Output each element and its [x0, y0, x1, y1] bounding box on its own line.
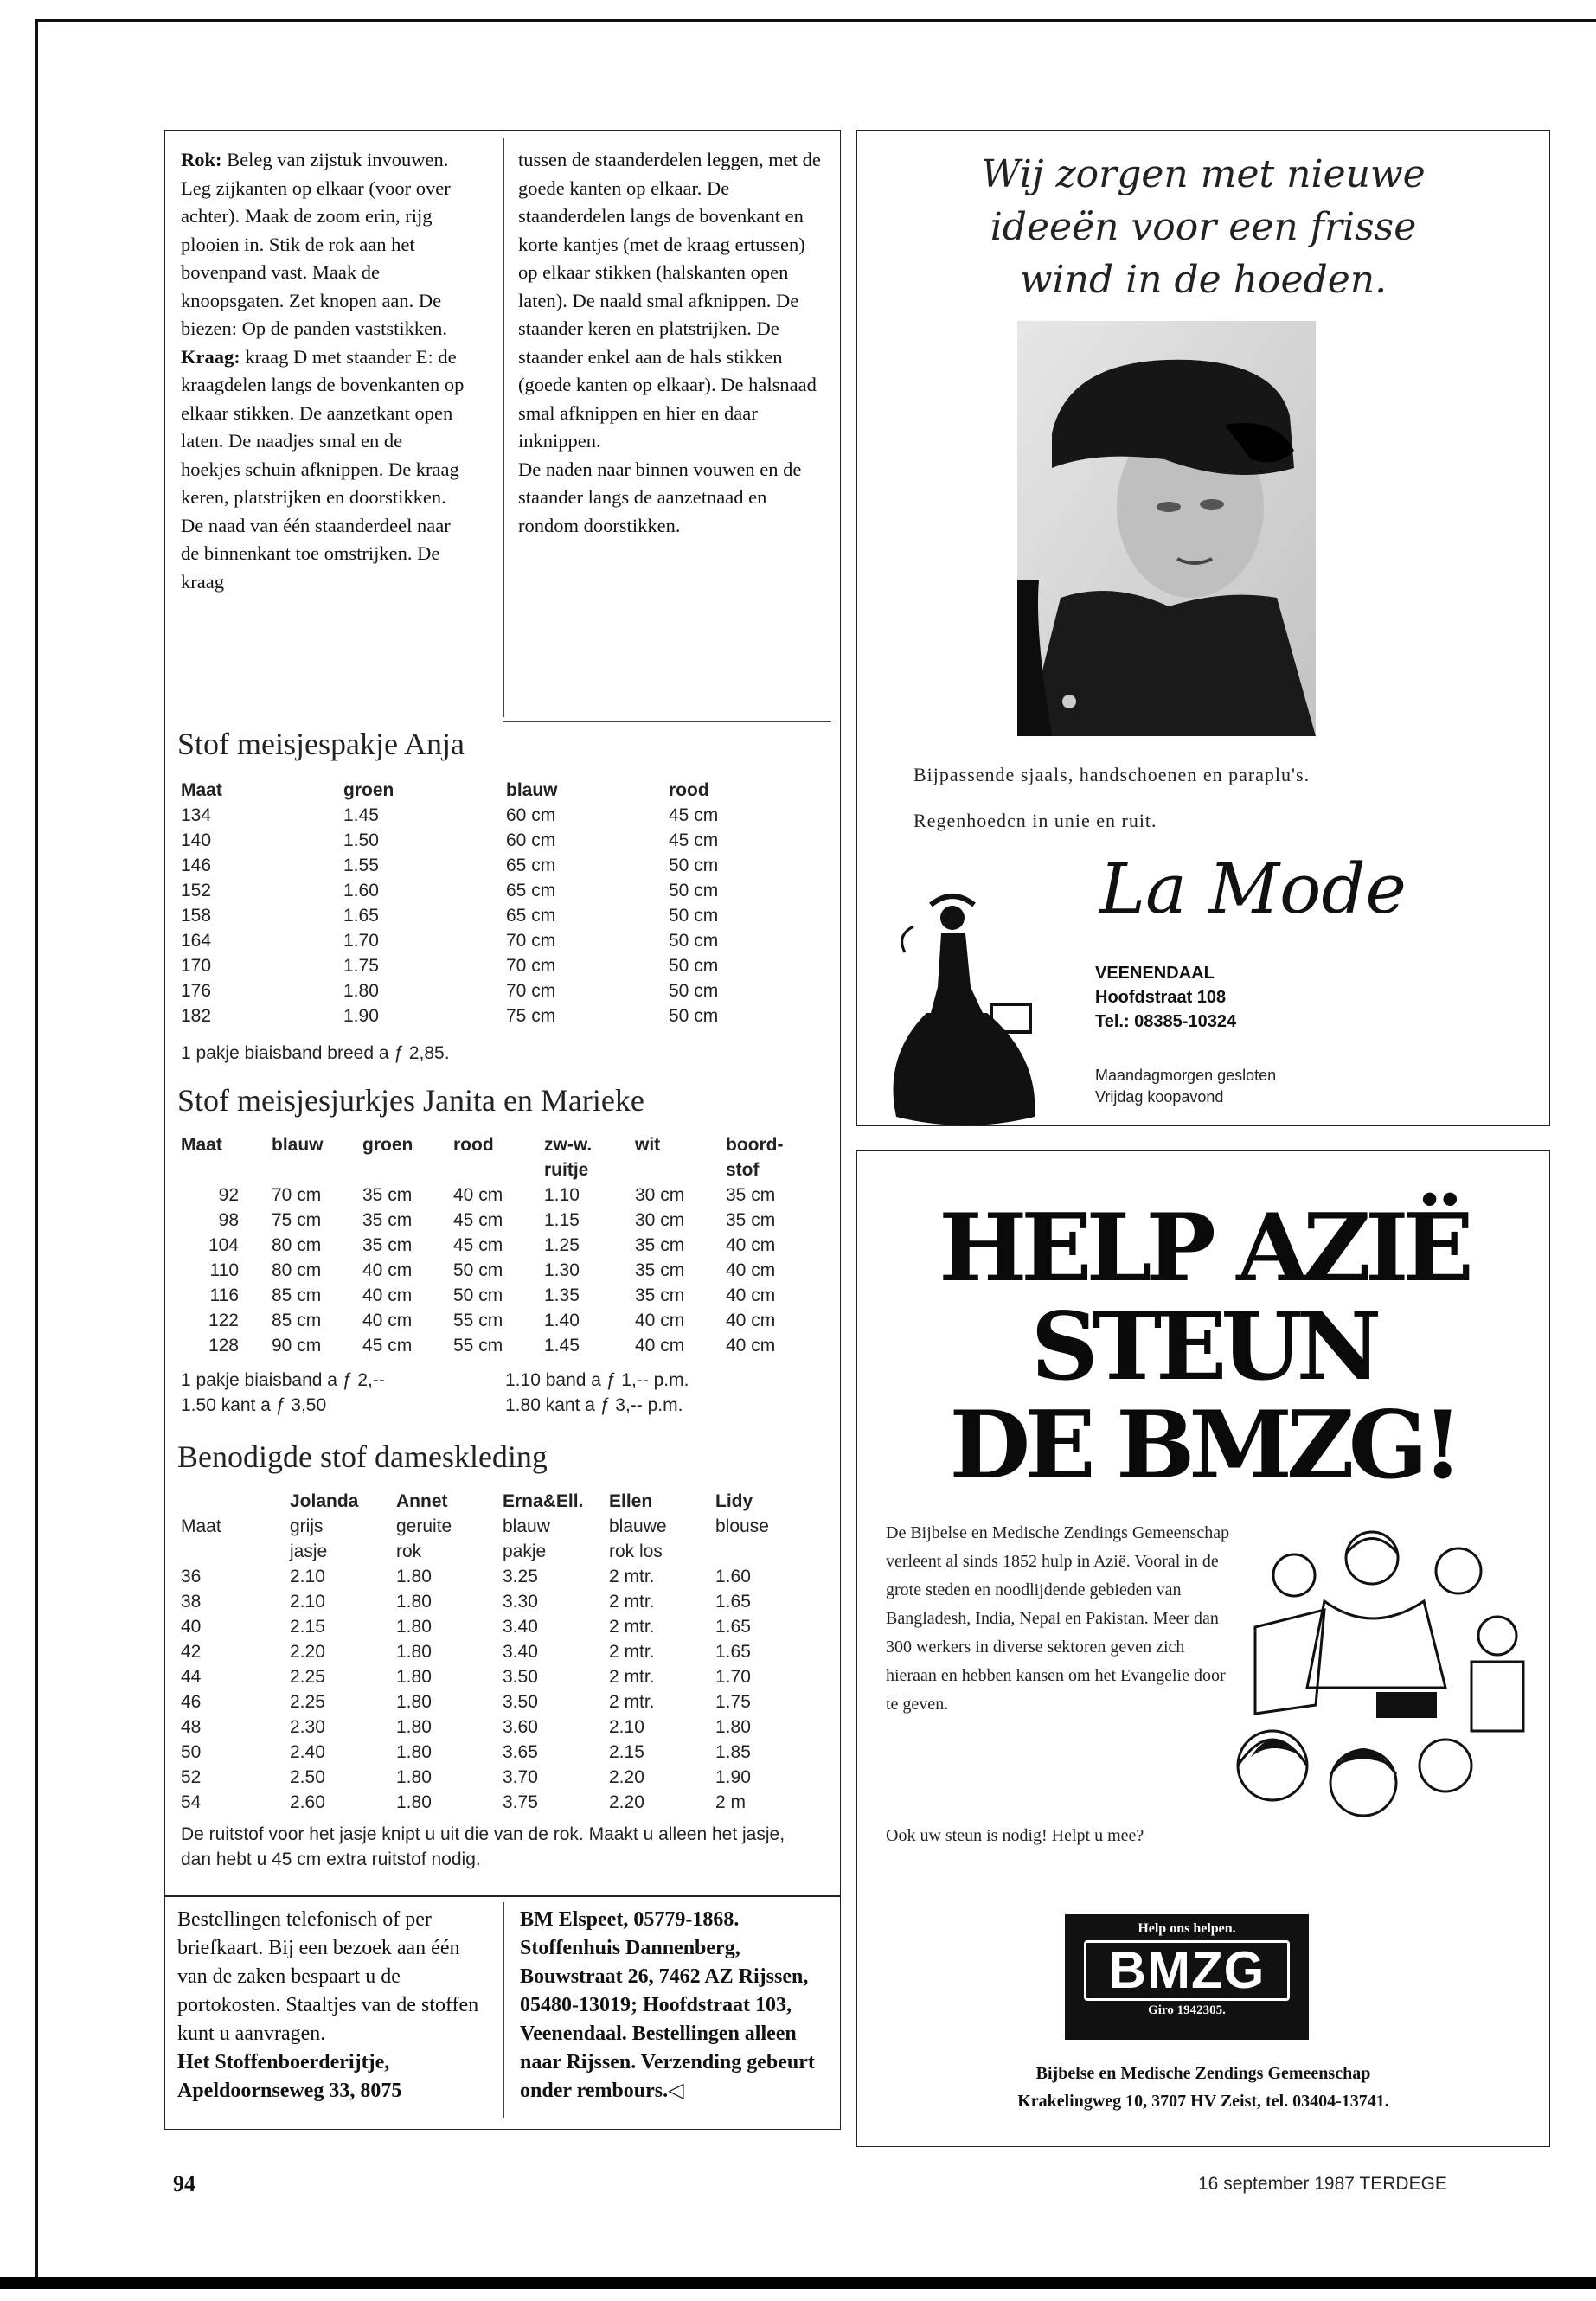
janita-row [181, 1333, 786, 1358]
anja-row-cell: 75 cm [506, 1006, 556, 1026]
janita-row-cell: 40 cm [635, 1336, 685, 1356]
dames-col-header-blank [181, 1489, 290, 1514]
anja-row-cell: 134 [181, 805, 212, 825]
order-address-1: Het Stoffenboerderijtje, Apeldoornseweg 33, 8075 [177, 2051, 402, 2102]
dames-row-cell: 2 mtr. [609, 1692, 655, 1712]
janita-note: 1.80 kant a ƒ 3,-- p.m. [505, 1395, 683, 1415]
slogan-line: Wij zorgen met nieuwe [981, 152, 1426, 196]
dames-row-cell: 3.40 [503, 1642, 538, 1662]
anja-row [181, 878, 718, 903]
order-info-right [520, 1906, 831, 2106]
dames-row-cell: 3.40 [503, 1617, 538, 1637]
article-col2-p2: De naden naar binnen vouwen en de staander langs de aanzetnaad en rondom doorstikken. [518, 458, 802, 536]
dames-row-cell: 2 mtr. [609, 1617, 655, 1637]
dames-row-cell: 3.25 [503, 1567, 538, 1586]
janita-row [181, 1183, 786, 1208]
janita-row-cell: 40 cm [726, 1336, 776, 1356]
janita-col-header: wit [635, 1135, 661, 1155]
dames-row-cell: 1.80 [396, 1567, 432, 1586]
anja-row [181, 953, 718, 978]
order-column-divider [503, 1902, 504, 2118]
headline-line: DE BMZG! [949, 1391, 1458, 1500]
janita-col-header: rood [453, 1135, 494, 1155]
dames-row-cell: 2 m [715, 1792, 747, 1812]
janita-row-cell: 92 [218, 1185, 239, 1205]
janita-col-header: groen [362, 1135, 413, 1155]
dames-row-cell: 1.80 [396, 1592, 432, 1612]
dames-row-cell: 2 mtr. [609, 1567, 655, 1586]
janita-row-cell: 116 [209, 1285, 239, 1305]
bmzg-org-address: Krakelingweg 10, 3707 HV Zeist, tel. 03404-13741. [1017, 2092, 1389, 2111]
dames-desc: grijs [290, 1516, 324, 1536]
dames-row-cell: 2.25 [290, 1667, 325, 1687]
janita-row-cell: 128 [208, 1336, 239, 1356]
bmzg-headline [857, 1194, 1549, 1500]
dames-row [181, 1664, 769, 1689]
dames-row-cell: 42 [181, 1642, 202, 1662]
rok-text: Beleg van zijstuk invouwen. Leg zijkanten op elkaar (voor over achter). Maak de zoom erin, rijg plooien in. Stik de rok aan het bovenpand vast. Maak de knoopsgaten. Zet knopen aan. De biezen: Op de panden vaststikken. [181, 149, 451, 339]
lamode-address [1095, 961, 1236, 1034]
dames-row-cell: 1.80 [396, 1767, 432, 1787]
janita-row-cell: 35 cm [635, 1235, 685, 1255]
dames-row-cell: 1.80 [396, 1792, 432, 1812]
janita-row-cell: 40 cm [726, 1311, 776, 1330]
janita-row-cell: 45 cm [362, 1336, 413, 1356]
bmzg-body: De Bijbelse en Medische Zendings Gemeenschap verleent al sinds 1852 hulp in Azië. Vooral in de grote steden en noodlijdende gebieden van Bangladesh, India, Nepal en Pakistan. Meer dan 300 werkers in diverse sektoren geven zich hieraan en hebben kansen om het Evangelie door te geven. [886, 1523, 1230, 1714]
anja-row-cell: 1.45 [343, 805, 379, 825]
dames-desc: rok [396, 1541, 422, 1561]
dames-fabric-table [181, 1489, 769, 1815]
dames-note: De ruitstof voor het jasje knipt u uit die van de rok. Maakt u alleen het jasje, dan hebt u 45 cm extra ruitstof nodig. [181, 1824, 785, 1869]
section-divider [503, 721, 831, 722]
article-col-1 [181, 146, 466, 596]
dames-row-cell: 36 [181, 1567, 202, 1586]
lamode-hours-1: Maandagmorgen gesloten [1095, 1067, 1277, 1084]
janita-note: 1.50 kant a ƒ 3,50 [181, 1395, 327, 1415]
janita-row-cell: 55 cm [453, 1336, 503, 1356]
hat-model-photo [1017, 321, 1316, 736]
anja-row-cell: 50 cm [669, 956, 719, 976]
anja-row [181, 928, 718, 953]
anja-row-cell: 1.80 [343, 981, 379, 1001]
dames-row [181, 1564, 769, 1589]
janita-row-cell: 1.15 [544, 1210, 580, 1230]
anja-row-cell: 50 cm [669, 931, 719, 951]
dames-row [181, 1614, 769, 1639]
dames-row-cell: 1.80 [396, 1692, 432, 1712]
order-address-2: BM Elspeet, 05779-1868. Stoffenhuis Dannenberg, Bouwstraat 26, 7462 AZ Rijssen, 05480-13019; Hoofdstraat 103, Veenendaal. Bestellingen alleen naar Rijssen. Verzending gebeurt onder rembours. [520, 1908, 815, 2102]
dames-row [181, 1740, 769, 1765]
janita-row-cell: 40 cm [726, 1260, 776, 1280]
janita-row-cell: 75 cm [272, 1210, 322, 1230]
dames-row-cell: 3.75 [503, 1792, 538, 1812]
dames-row [181, 1765, 769, 1790]
dames-row-cell: 1.70 [715, 1667, 751, 1687]
dames-row-cell: 1.80 [396, 1742, 432, 1762]
anja-fabric-table [181, 778, 718, 1029]
dames-row-cell: 1.65 [715, 1642, 751, 1662]
dames-row-cell: 1.80 [396, 1667, 432, 1687]
issue-date: 16 september 1987 TERDEGE [1198, 2174, 1447, 2194]
dames-row-cell: 3.70 [503, 1767, 538, 1787]
dames-col-header: Erna&Ell. [503, 1491, 584, 1511]
dames-row-cell: 1.80 [715, 1717, 751, 1737]
column-divider [503, 138, 504, 717]
article-col-2 [518, 146, 825, 540]
janita-row-cell: 1.40 [544, 1311, 580, 1330]
dames-row-cell: 2.25 [290, 1692, 325, 1712]
lamode-tel: Tel.: 08385-10324 [1095, 1012, 1237, 1031]
janita-row-cell: 45 cm [453, 1235, 503, 1255]
janita-row-cell: 45 cm [453, 1210, 503, 1230]
headline-line: HELP AZIË [939, 1194, 1468, 1303]
janita-row-cell: 40 cm [362, 1311, 413, 1330]
dames-row-cell: 3.30 [503, 1592, 538, 1612]
page-frame-top [35, 19, 1596, 22]
anja-row-cell: 140 [181, 830, 212, 850]
janita-note: 1.10 band a ƒ 1,-- p.m. [505, 1370, 689, 1390]
rok-label: Rok: [181, 149, 222, 170]
dames-row-cell: 2.40 [290, 1742, 325, 1762]
dames-row-cell: 54 [181, 1792, 202, 1812]
anja-row-cell: 1.90 [343, 1006, 379, 1026]
janita-row-cell: 35 cm [362, 1235, 413, 1255]
janita-row-cell: 122 [208, 1311, 239, 1330]
janita-row-cell: 30 cm [635, 1185, 685, 1205]
janita-row-cell: 35 cm [635, 1260, 685, 1280]
anja-row-cell: 70 cm [506, 931, 556, 951]
janita-fabric-table [181, 1132, 786, 1358]
anja-table-title: Stof meisjespakje Anja [177, 727, 465, 761]
dames-row-cell: 2 mtr. [609, 1592, 655, 1612]
lamode-advertisement [856, 130, 1550, 1126]
janita-col-header: blauw [272, 1135, 324, 1155]
anja-row [181, 853, 718, 878]
lamode-text-1: Bijpassende sjaals, handschoenen en paraplu's. [913, 764, 1311, 785]
lamode-hours [1095, 1065, 1276, 1108]
page-frame-bottom [0, 2277, 1596, 2289]
dames-col-header: Annet [396, 1491, 448, 1511]
anja-row-cell: 50 cm [669, 906, 719, 926]
end-mark-icon: ◁ [668, 2080, 684, 2102]
janita-row-cell: 90 cm [272, 1336, 322, 1356]
anja-row-cell: 1.50 [343, 830, 379, 850]
lamode-city: VEENENDAAL [1095, 964, 1215, 983]
article-panel [164, 130, 841, 2130]
order-text: Bestellingen telefonisch of per briefkaart. Bij een bezoek aan één van de zaken bespaart u de portokosten. Staaltjes van de stoffen kunt u aanvragen. [177, 1908, 479, 2045]
anja-row-cell: 45 cm [669, 805, 719, 825]
dames-row-cell: 2.30 [290, 1717, 325, 1737]
janita-row-cell: 50 cm [453, 1285, 503, 1305]
logo-wordmark: BMZG [1084, 1940, 1290, 2001]
lady-silhouette-icon [879, 866, 1061, 1195]
dames-row [181, 1715, 769, 1740]
dames-row-cell: 2 mtr. [609, 1642, 655, 1662]
janita-col-header: Maat [181, 1135, 222, 1155]
janita-row-cell: 1.45 [544, 1336, 580, 1356]
dames-row [181, 1639, 769, 1664]
anja-row-cell: 170 [181, 956, 212, 976]
janita-row-cell: 85 cm [272, 1285, 322, 1305]
janita-col-header: boord-stof [726, 1135, 784, 1180]
janita-row-cell: 1.10 [544, 1185, 580, 1205]
anja-row-cell: 65 cm [506, 856, 556, 875]
anja-row [181, 803, 718, 828]
dames-row-cell: 3.50 [503, 1667, 538, 1687]
dames-row-cell: 1.60 [715, 1567, 751, 1586]
dames-row-cell: 2.20 [609, 1767, 644, 1787]
dames-row-cell: 52 [181, 1767, 202, 1787]
janita-row-cell: 35 cm [726, 1210, 776, 1230]
dames-desc: geruite [396, 1516, 452, 1536]
anja-row-cell: 50 cm [669, 981, 719, 1001]
janita-row-cell: 98 [218, 1210, 239, 1230]
dames-row-cell: 1.80 [396, 1717, 432, 1737]
anja-row-cell: 164 [181, 931, 212, 951]
janita-row-cell: 35 cm [362, 1185, 413, 1205]
kraag-text: kraag D met staander E: de kraagdelen langs de bovenkanten op elkaar stikken. De aanzetkant open laten. De naadjes smal en de hoekjes schuin afknippen. De kraag keren, platstrijken en doorstikken. De naad van één staanderdeel naar de binnenkant toe omstrijken. De kraag [181, 345, 465, 593]
anja-col-header: groen [343, 780, 394, 800]
anja-row-cell: 158 [181, 906, 212, 926]
dames-row-cell: 48 [181, 1717, 202, 1737]
woman-in-hat-image [1017, 321, 1316, 736]
dames-desc: blauwe [609, 1516, 667, 1536]
anja-row-cell: 146 [181, 856, 212, 875]
janita-row-cell: 1.35 [544, 1285, 580, 1305]
anja-row-cell: 70 cm [506, 981, 556, 1001]
anja-row-cell: 1.60 [343, 881, 379, 901]
dames-row-cell: 3.60 [503, 1717, 538, 1737]
logo-giro: Giro 1942305. [1148, 2003, 1226, 2017]
dames-row-cell: 50 [181, 1742, 202, 1762]
page-number: 94 [173, 2171, 195, 2196]
dames-row-cell: 2.20 [609, 1792, 644, 1812]
dames-row-cell: 2.15 [609, 1742, 644, 1762]
anja-row [181, 828, 718, 853]
bmzg-logo [1065, 1914, 1309, 2040]
bmzg-advertisement [856, 1150, 1550, 2147]
order-info-left [177, 1906, 489, 2106]
lamode-hours-2: Vrijdag koopavond [1095, 1088, 1224, 1106]
dames-row-cell: 1.90 [715, 1767, 751, 1787]
dames-row-cell: 2.15 [290, 1617, 325, 1637]
dames-col-header: Lidy [715, 1491, 753, 1511]
janita-row-cell: 40 cm [635, 1311, 685, 1330]
dames-maat-label: Maat [181, 1516, 221, 1536]
anja-row-cell: 1.55 [343, 856, 379, 875]
lamode-slogan [857, 148, 1549, 306]
dames-row-cell: 2 mtr. [609, 1667, 655, 1687]
dames-row [181, 1589, 769, 1614]
dames-row-cell: 40 [181, 1617, 202, 1637]
dames-row-cell: 1.65 [715, 1617, 751, 1637]
janita-row [181, 1283, 786, 1308]
dames-desc [715, 1539, 769, 1564]
lamode-text-2: Regenhoedcn in unie en ruit. [913, 810, 1157, 831]
janita-row-cell: 40 cm [453, 1185, 503, 1205]
dames-desc: rok los [609, 1541, 663, 1561]
anja-row-cell: 182 [181, 1006, 212, 1026]
dames-row-cell: 44 [181, 1667, 202, 1687]
bmzg-org-name: Bijbelse en Medische Zendings Gemeenschap [1035, 2064, 1371, 2083]
dames-row-cell: 2.10 [290, 1567, 325, 1586]
anja-row-cell: 65 cm [506, 906, 556, 926]
anja-row-cell: 50 cm [669, 881, 719, 901]
dames-row [181, 1689, 769, 1715]
anja-row [181, 978, 718, 1003]
dames-table-title: Benodigde stof dameskleding [177, 1439, 548, 1474]
anja-row-cell: 1.75 [343, 956, 379, 976]
dames-col-header: Jolanda [290, 1491, 359, 1511]
anja-row [181, 1003, 718, 1029]
janita-notes [181, 1368, 830, 1418]
lamode-brand: La Mode [1099, 849, 1407, 929]
janita-row [181, 1258, 786, 1283]
anja-row-cell: 60 cm [506, 805, 556, 825]
dames-row-cell: 1.85 [715, 1742, 751, 1762]
janita-row-cell: 1.25 [544, 1235, 580, 1255]
janita-row-cell: 35 cm [635, 1285, 685, 1305]
janita-row-cell: 50 cm [453, 1260, 503, 1280]
anja-row-cell: 1.65 [343, 906, 379, 926]
dames-row-cell: 2.10 [609, 1717, 644, 1737]
janita-row-cell: 40 cm [362, 1285, 413, 1305]
dames-desc: blouse [715, 1516, 769, 1536]
janita-row [181, 1233, 786, 1258]
anja-row-cell: 50 cm [669, 856, 719, 875]
janita-row-cell: 104 [208, 1235, 239, 1255]
janita-row-cell: 1.30 [544, 1260, 580, 1280]
janita-row-cell: 110 [209, 1260, 239, 1280]
janita-row [181, 1208, 786, 1233]
janita-row-cell: 40 cm [726, 1285, 776, 1305]
janita-row-cell: 55 cm [453, 1311, 503, 1330]
asian-people-illustration [1221, 1506, 1532, 1843]
dames-desc-blank [181, 1539, 290, 1564]
anja-row-cell: 152 [181, 881, 212, 901]
anja-col-header: rood [669, 780, 709, 800]
slogan-line: ideeën voor een frisse [990, 205, 1417, 249]
anja-row [181, 903, 718, 928]
dames-row-cell: 1.75 [715, 1692, 751, 1712]
order-divider [165, 1895, 840, 1897]
bmzg-footer [857, 2060, 1549, 2115]
dames-desc: blauw [503, 1516, 550, 1536]
anja-row-cell: 1.70 [343, 931, 379, 951]
janita-row-cell: 70 cm [272, 1185, 322, 1205]
dames-row-cell: 1.80 [396, 1642, 432, 1662]
dames-row-cell: 3.65 [503, 1742, 538, 1762]
anja-note: 1 pakje biaisband breed a ƒ 2,85. [181, 1043, 450, 1063]
anja-col-header: blauw [506, 780, 558, 800]
janita-row-cell: 35 cm [362, 1210, 413, 1230]
janita-table-title: Stof meisjesjurkjes Janita en Marieke [177, 1083, 644, 1118]
janita-col-header: zw-w. ruitje [544, 1135, 593, 1180]
dames-desc: pakje [503, 1541, 547, 1561]
dames-col-header: Ellen [609, 1491, 653, 1511]
dames-row-cell: 2.20 [290, 1642, 325, 1662]
dames-desc: jasje [290, 1541, 328, 1561]
anja-row-cell: 45 cm [669, 830, 719, 850]
logo-tagline: Help ons helpen. [1138, 1921, 1236, 1936]
anja-row-cell: 176 [181, 981, 212, 1001]
dames-row-cell: 46 [181, 1692, 202, 1712]
janita-row [181, 1308, 786, 1333]
dames-row [181, 1790, 769, 1815]
dames-row-cell: 2.60 [290, 1792, 325, 1812]
janita-row-cell: 30 cm [635, 1210, 685, 1230]
article-col2-p1: tussen de staanderdelen leggen, met de goede kanten op elkaar. De staanderdelen langs de bovenkant en korte kantjes (met de kraag ertussen) op elkaar stikken (halskanten open laten). De naald smal afknippen. De staander keren en platstrijken. De staander enkel aan de hals stikken (goede kanten op elkaar). De halsnaad smal afknippen en hier en daar inknippen. [518, 149, 821, 452]
anja-row-cell: 50 cm [669, 1006, 719, 1026]
janita-note: 1 pakje biaisband a ƒ 2,-- [181, 1370, 385, 1390]
dames-row-cell: 2.50 [290, 1767, 325, 1787]
dames-row-cell: 1.80 [396, 1617, 432, 1637]
dames-row-cell: 3.50 [503, 1692, 538, 1712]
dames-row-cell: 38 [181, 1592, 202, 1612]
dames-row-cell: 1.65 [715, 1592, 751, 1612]
anja-row-cell: 60 cm [506, 830, 556, 850]
anja-row-cell: 65 cm [506, 881, 556, 901]
anja-col-header: Maat [181, 780, 222, 800]
headline-line: STEUN [1030, 1292, 1376, 1401]
janita-row-cell: 80 cm [272, 1235, 322, 1255]
janita-row-cell: 85 cm [272, 1311, 322, 1330]
anja-row-cell: 70 cm [506, 956, 556, 976]
page-frame-left [35, 19, 38, 2281]
janita-row-cell: 80 cm [272, 1260, 322, 1280]
janita-row-cell: 40 cm [726, 1235, 776, 1255]
janita-row-cell: 35 cm [726, 1185, 776, 1205]
janita-row-cell: 40 cm [362, 1260, 413, 1280]
lamode-street: Hoofdstraat 108 [1095, 988, 1227, 1007]
dames-row-cell: 2.10 [290, 1592, 325, 1612]
slogan-line: wind in de hoeden. [1019, 258, 1388, 302]
bmzg-call-to-action: Ook uw steun is nodig! Helpt u mee? [886, 1826, 1144, 1845]
kraag-label: Kraag: [181, 345, 240, 368]
